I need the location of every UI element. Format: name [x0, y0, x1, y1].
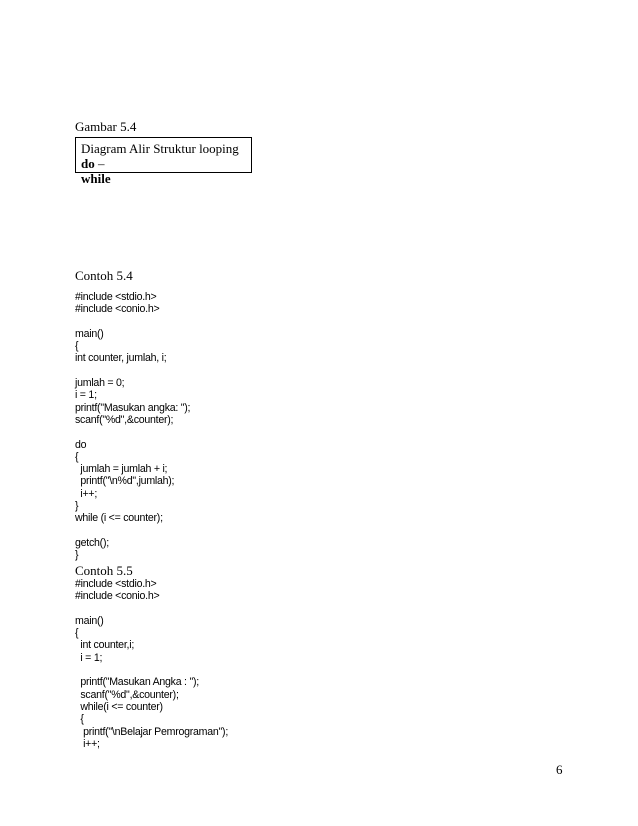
diagram-title-text: Diagram Alir Struktur looping	[81, 141, 239, 156]
example-heading: Contoh 5.5	[75, 563, 133, 578]
figure-caption: Gambar 5.4	[75, 119, 137, 134]
page-number: 6	[556, 762, 563, 777]
diagram-title-box	[75, 137, 252, 186]
diagram-title-keyword-do: do	[81, 156, 95, 171]
code-listing: #include <stdio.h> #include <conio.h> main() { int counter, jumlah, i; jumlah = 0; i = 1; printf("Masukan angka: "); scanf("%d",&counter); do { jumlah = jumlah + i; printf("\n%d",jumlah); i++; } while (i <= counter); getch(); }	[75, 291, 191, 562]
diagram-title-dash: –	[94, 156, 105, 171]
code-listing: #include <stdio.h> #include <conio.h> main() { int counter,i; i = 1; printf("Masukan Angka : "); scanf("%d",&counter); while(i <= counter) { printf("\nBelajar Pemrograman"); i++;	[75, 578, 229, 750]
example-heading: Contoh 5.4	[75, 268, 133, 283]
diagram-title-keyword-while: while	[81, 171, 111, 186]
